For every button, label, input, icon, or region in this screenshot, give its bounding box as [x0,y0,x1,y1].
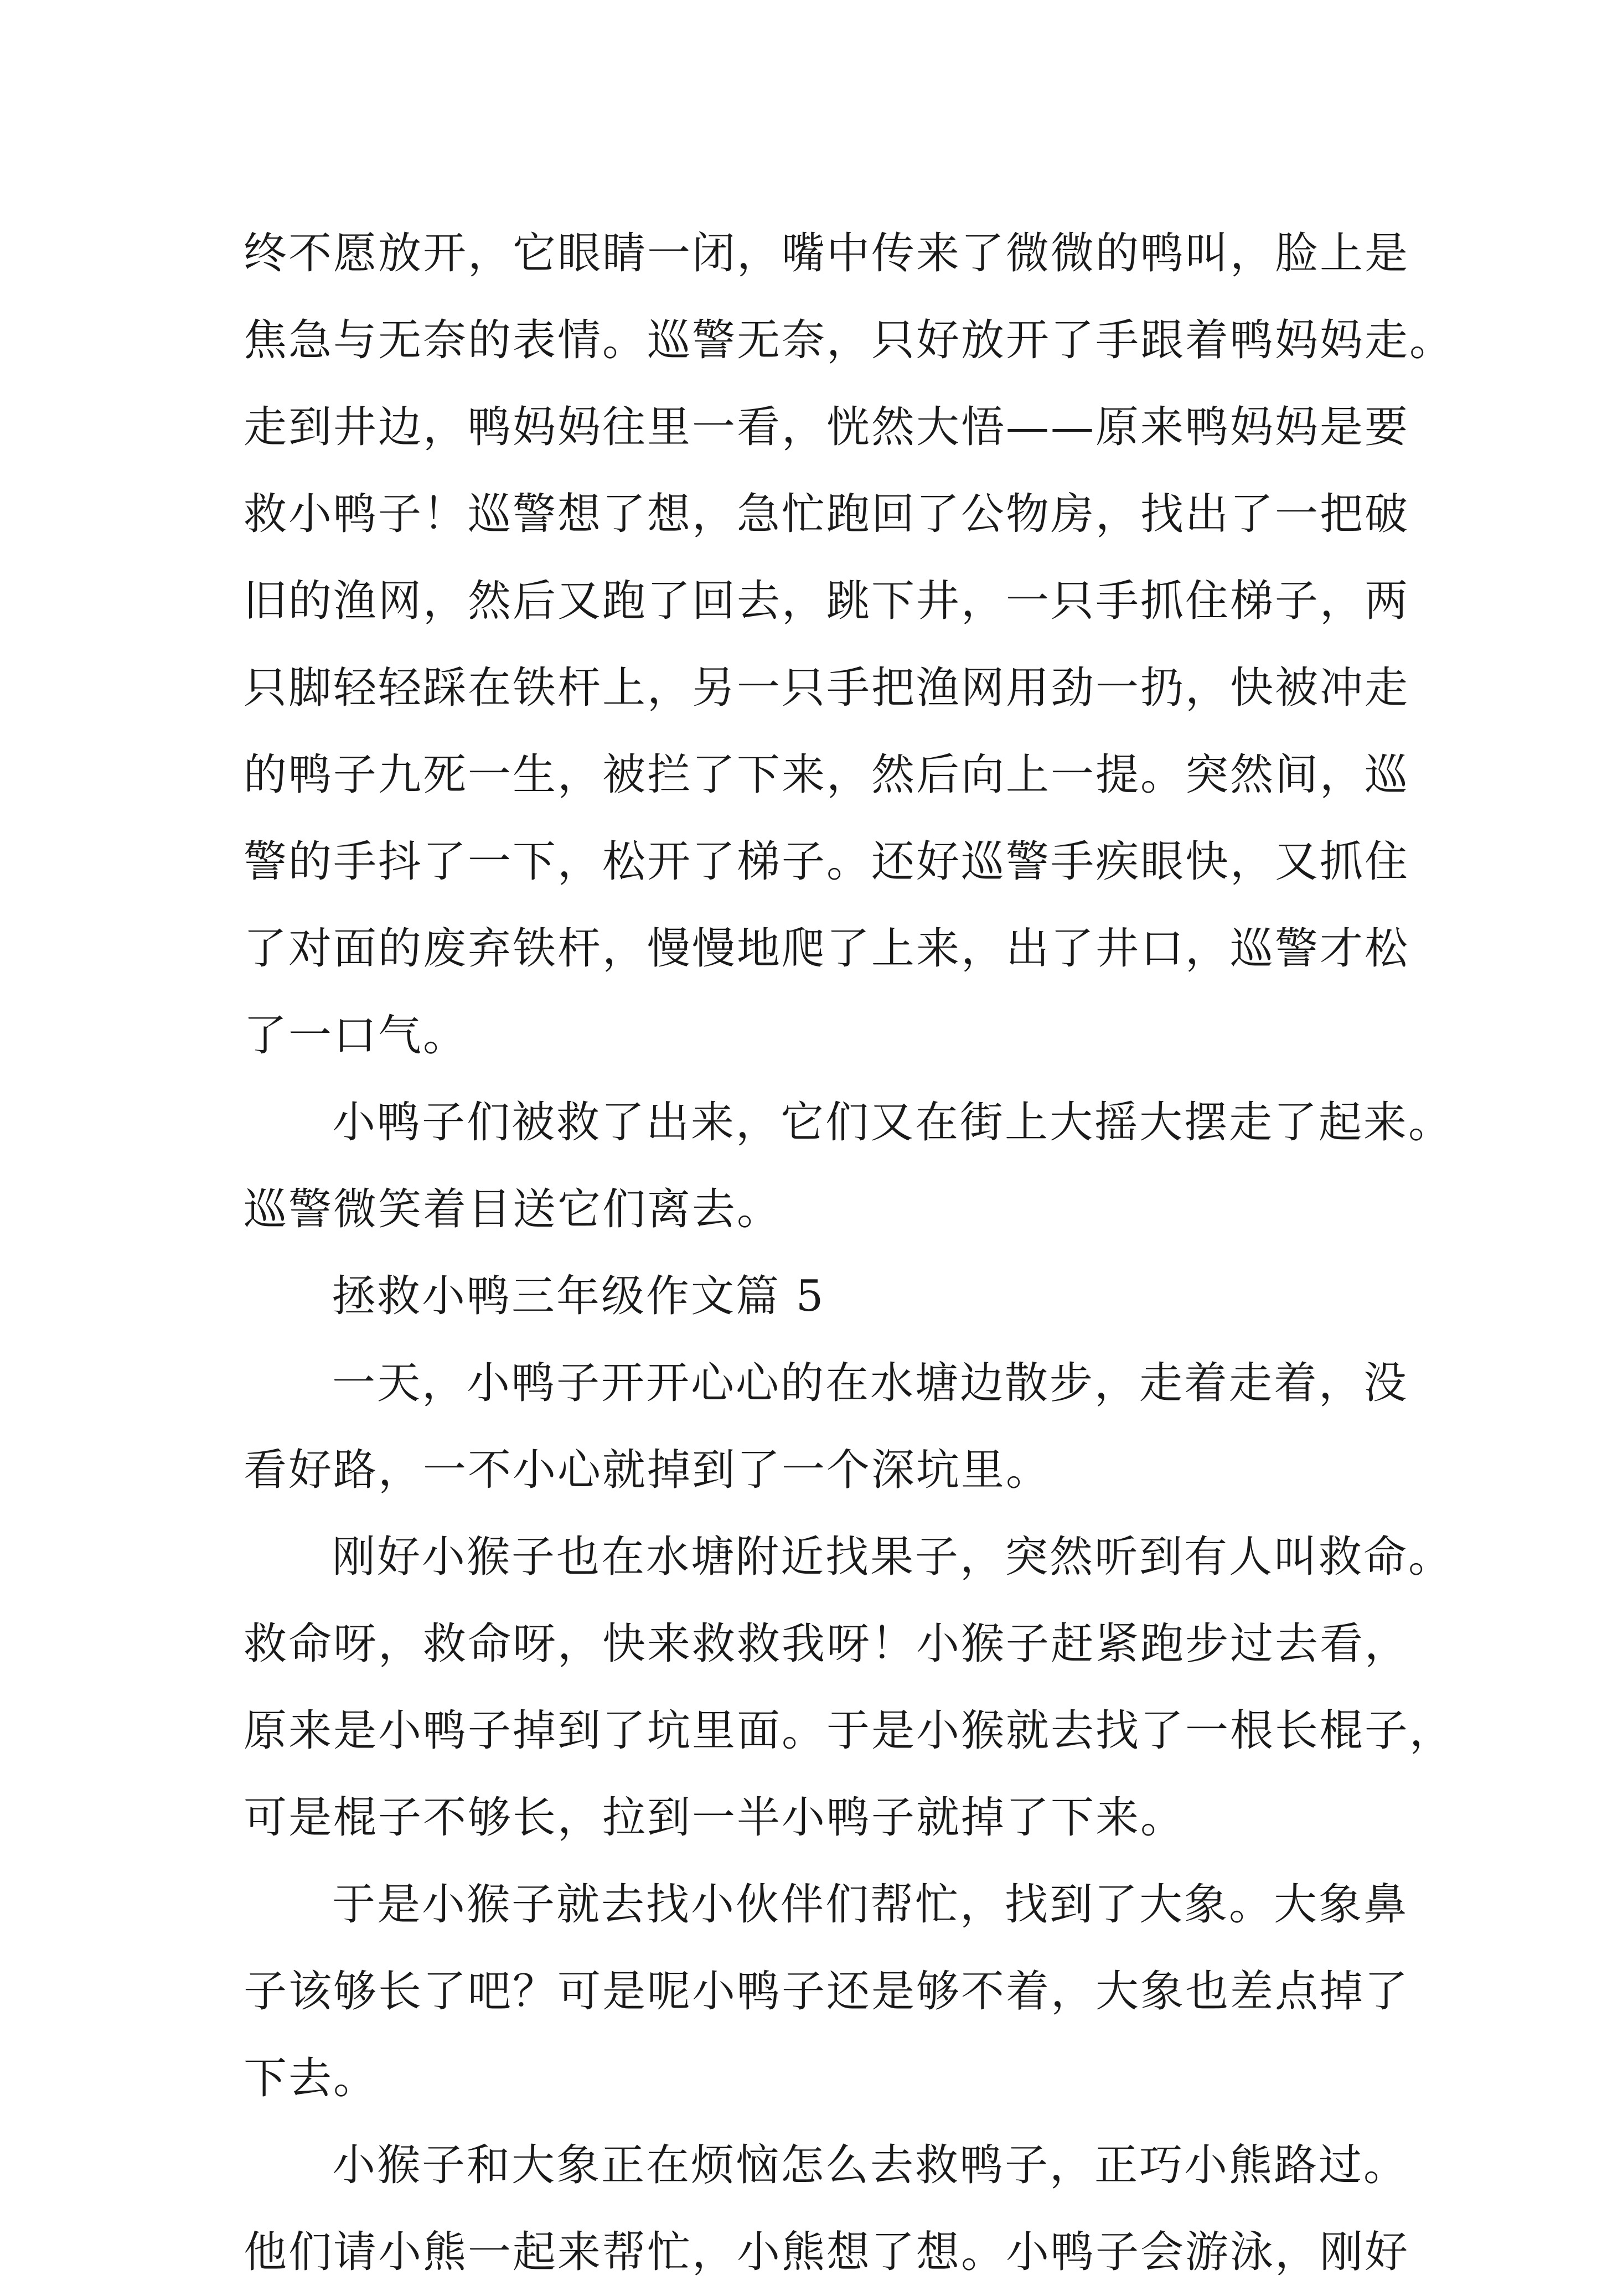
text-line: 可是棍子不够长，拉到一半小鸭子就掉了下来。 [244,1793,1186,1843]
text-line: 了对面的废弃铁杆，慢慢地爬了上来，出了井口，巡警才松 [244,924,1410,974]
text-line: 原来是小鸭子掉到了坑里面。于是小猴就去找了一根长棍子， [244,1706,1455,1756]
text-line: 走到井边，鸭妈妈往里一看，恍然大悟——原来鸭妈妈是要 [244,402,1410,452]
text-line: 警的手抖了一下，松开了梯子。还好巡警手疾眼快，又抓住 [244,837,1410,887]
text-line: 巡警微笑着目送它们离去。 [244,1185,782,1234]
text-line: 的鸭子九死一生，被拦了下来，然后向上一提。突然间，巡 [244,750,1410,800]
text-line: 救命呀，救命呀，快来救救我呀！小猴子赶紧跑步过去看， [244,1619,1410,1669]
paragraph-start-line: 于是小猴子就去找小伙伴们帮忙，找到了大象。大象鼻 [332,1880,1409,1930]
text-line: 终不愿放开，它眼睛一闭，嘴中传来了微微的鸭叫，脸上是 [244,229,1410,278]
text-line: 救小鸭子！巡警想了想，急忙跑回了公物房，找出了一把破 [244,489,1410,539]
paragraph-start-line: 小猴子和大象正在烦恼怎么去救鸭子，正巧小熊路过。 [332,2140,1409,2190]
text-line: 旧的渔网，然后又跑了回去，跳下井，一只手抓住梯子，两 [244,576,1410,626]
text-line: 了一口气。 [244,1011,468,1061]
text-line: 看好路，一不小心就掉到了一个深坑里。 [244,1445,1051,1495]
text-line: 下去。 [244,2054,379,2103]
paragraph-start-line: 一天，小鸭子开开心心的在水塘边散步，走着走着，没 [332,1358,1409,1408]
text-line: 他们请小熊一起来帮忙，小熊想了想。小鸭子会游泳，刚好 [244,2227,1410,2277]
section-heading: 拯救小鸭三年级作文篇 5 [332,1271,825,1321]
paragraph-start-line: 小鸭子们被救了出来，它们又在街上大摇大摆走了起来。 [332,1098,1454,1147]
text-line: 只脚轻轻踩在铁杆上，另一只手把渔网用劲一扔，快被冲走 [244,663,1410,713]
text-line: 焦急与无奈的表情。巡警无奈，只好放开了手跟着鸭妈妈走。 [244,316,1455,365]
text-line: 子该够长了吧？可是呢小鸭子还是够不着，大象也差点掉了 [244,1967,1410,2016]
paragraph-start-line: 刚好小猴子也在水塘附近找果子，突然听到有人叫救命。 [332,1532,1454,1582]
document-body [244,210,1455,2296]
